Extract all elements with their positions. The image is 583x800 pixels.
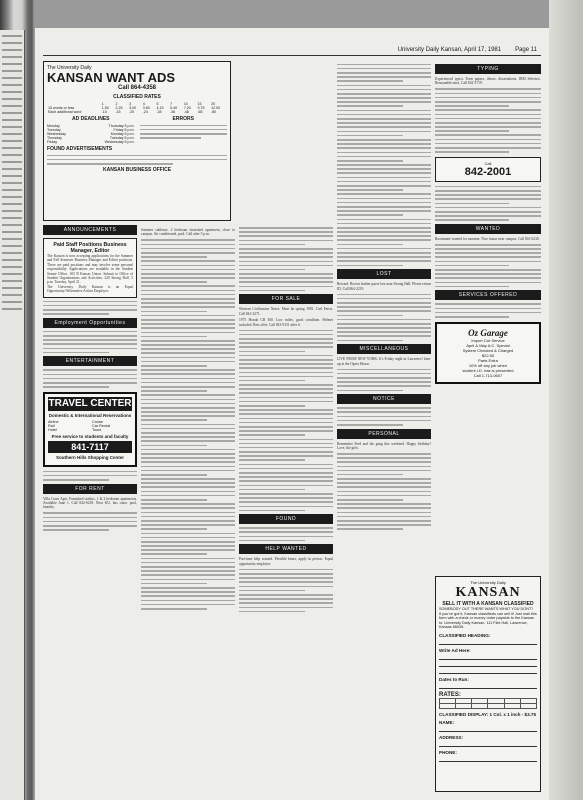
classified-heading-field[interactable] — [439, 639, 537, 645]
travel-services-list — [48, 420, 132, 432]
travel-service: Hotel — [48, 427, 57, 432]
call-ad-number: 842-2001 — [464, 165, 512, 178]
section-header-typing: TYPING — [435, 64, 541, 74]
help-ad-1: Part-time help wanted. Flexible hours, apply in person. Equal opportunity employer. — [239, 557, 333, 566]
rates-cell: .80 — [211, 110, 217, 114]
rates-cell: .20 — [129, 110, 135, 114]
section-header-found: FOUND — [239, 514, 333, 524]
deadline-day: Monday — [47, 124, 60, 128]
kansan-subhead: SOMEBODY OUT THERE WANTS WHAT YOU DON'T! — [439, 607, 534, 611]
section-header-entertainment: ENTERTAINMENT — [43, 356, 137, 366]
rent-ad-2: Summer sublease. 2 bedroom furnished apartment, close to campus. Air conditioned, pool. Call after 5 p.m. — [141, 228, 235, 237]
travel-service: Rail — [48, 423, 55, 428]
ad-deadlines — [47, 114, 135, 144]
phone-label: PHONE: — [439, 749, 457, 755]
rates-cell: 3.60 — [142, 106, 150, 110]
travel-center-logo: TRAVEL CENTER — [48, 397, 132, 409]
misc-listings — [337, 357, 431, 391]
lost-ad-1: Reward. Brown leather purse lost near Strong Hall. Please return ID. Call 864-2219. — [337, 282, 431, 291]
newspaper-page — [35, 28, 549, 800]
kansan-order-form — [435, 576, 541, 792]
deadline-time: Tuesday 5 p.m. — [109, 136, 135, 140]
garage-line: April & May A.C. Special — [466, 342, 510, 348]
help-wanted-listings — [239, 557, 333, 612]
col4-listings-top — [337, 64, 431, 267]
kansan-tag: The University Daily — [470, 580, 506, 585]
typing-listings — [435, 77, 541, 153]
dates-label: Dates to Run: — [439, 676, 469, 682]
write-ad-field[interactable] — [439, 654, 537, 660]
rates-cell: .10 — [101, 110, 107, 114]
travel-service: Cruise — [92, 419, 103, 424]
rates-cell: 1.50 — [101, 106, 109, 110]
garage-line: Import Car Service — [471, 337, 505, 343]
deadline-row — [47, 140, 135, 144]
travel-subtitle: Domestic & International Reservations — [48, 412, 132, 418]
deadlines-and-errors — [47, 114, 227, 144]
order-rates-grid — [439, 698, 537, 709]
rates-header-cell: 7 — [170, 102, 173, 106]
rates-cell: .24 — [142, 110, 148, 114]
kansan-headline: SELL IT WITH A KANSAN CLASSIFIED — [442, 601, 534, 607]
address-field[interactable] — [439, 741, 537, 747]
ad-deadlines-title: AD DEADLINES — [71, 116, 110, 122]
rates-header-cell: 20 — [211, 102, 216, 106]
rates-header-cell: 2 — [115, 102, 118, 106]
garage-line: System Checked & Charged — [462, 347, 514, 353]
garage-line: Parts Extra — [478, 357, 498, 363]
kansan-logo: KANSAN — [455, 585, 521, 600]
rates-header-cell: 10 — [183, 102, 188, 106]
personal-listings — [337, 442, 431, 530]
found-ads-title: FOUND ADVERTISEMENTS — [47, 146, 113, 152]
write-ad-field[interactable] — [439, 668, 537, 674]
sale-ad-1: Western Civilization Notes. Must be spring 1981. Carl Ferris. Call 841-2271. — [239, 307, 333, 316]
entertainment-text — [43, 369, 137, 387]
deadline-time: Friday 5 p.m. — [113, 128, 135, 132]
running-head — [35, 47, 549, 53]
staff-ad-eoe: The University Daily Kansan is an Equal Opportunity/Affirmative Action Employer. — [47, 284, 133, 294]
call-ad-label: Call — [484, 160, 492, 166]
deadline-time: Thursday 5 p.m. — [108, 124, 135, 128]
section-header-announcements: ANNOUNCEMENTS — [43, 225, 137, 235]
section-header-lost: LOST — [337, 269, 431, 279]
rates-cell: .36 — [170, 110, 176, 114]
rent-listings-col2 — [141, 228, 235, 610]
section-header-services-offered: SERVICES OFFERED — [435, 290, 541, 300]
travel-service: Tours — [92, 427, 102, 432]
rent-ad-1: Villa Court Apts. Furnished studios, 1 & 2 bedroom apartments. Available June 1. Call 842-6218. Near KU, bus route, pool, laundry. — [43, 496, 137, 510]
column-3 — [239, 61, 333, 794]
rates-cell: 2.25 — [115, 106, 123, 110]
rates-header-cell: 1 — [101, 102, 104, 106]
display-rate-label: CLASSIFIED DISPLAY: 1 Col. x 1 inch - $3.75 — [439, 711, 537, 717]
found-listings — [239, 527, 333, 541]
rates-cell: 7.20 — [183, 106, 191, 110]
travel-service: Car Rental — [92, 423, 111, 428]
adjacent-page-edge — [0, 30, 25, 800]
rates-cell: 15 words or less — [48, 106, 75, 110]
rates-cell: 9.75 — [197, 106, 205, 110]
rent-listing — [43, 497, 137, 531]
section-header-help-wanted: HELP WANTED — [239, 544, 333, 554]
travel-location: Southern Hills Shopping Center — [55, 454, 124, 460]
deadline-day: Thursday — [47, 136, 62, 140]
wanted-listings — [435, 237, 541, 287]
services-listings — [435, 303, 541, 317]
phone-field[interactable] — [439, 756, 537, 762]
header-rule — [43, 55, 541, 56]
section-header-miscellaneous: MISCELLANEOUS — [337, 344, 431, 354]
call-ad — [435, 157, 541, 182]
garage-ad — [435, 322, 541, 384]
sale-ad-2: 1975 Honda CB 360. Low miles, good condition. Helmet included. Best offer. Call 843-9151 after 6. — [239, 318, 333, 327]
sale-listings — [239, 307, 333, 511]
column-2 — [141, 228, 235, 794]
classified-rates-table — [47, 102, 227, 114]
garage-name: Oz Garage — [468, 327, 508, 338]
personal-ad-1: Remember Fred and the gang this weekend. Happy birthday! Love, the girls. — [337, 441, 431, 450]
errors-title: ERRORS — [172, 116, 194, 122]
travel-tagline: Free service to students and faculty — [51, 433, 129, 439]
name-label: NAME: — [439, 719, 455, 725]
entertainment-text-2 — [43, 471, 137, 481]
rates-cell: 5.40 — [170, 106, 178, 110]
section-header-personal: PERSONAL — [337, 429, 431, 439]
typing-ad-1: Experienced typist. Term papers, theses, dissertations. IBM Selectric. Reasonable rates. Call 842-5719. — [435, 77, 541, 86]
col3-listings-top — [239, 227, 333, 291]
staff-positions-ad — [43, 238, 137, 298]
notice-listings — [337, 407, 431, 425]
rates-cell: 4.15 — [156, 106, 164, 110]
rates-cell: .15 — [115, 110, 121, 114]
rates-header-cell: 4 — [142, 102, 145, 106]
garage-line: Call 1-713-0607 — [473, 372, 503, 378]
rates-header-cell: 15 — [197, 102, 202, 106]
deadline-day: Tuesday — [47, 128, 61, 132]
masthead-title: KANSAN WANT ADS — [47, 70, 176, 85]
want-ads-masthead — [43, 61, 231, 221]
deadline-time: Monday 5 p.m. — [110, 132, 135, 136]
travel-service: Airline — [48, 419, 59, 424]
classified-rates-title: CLASSIFIED RATES — [113, 94, 161, 100]
garage-line: student I.D. has is presented — [462, 367, 514, 373]
garage-line: 10% off any job when — [468, 362, 508, 368]
wanted-ad-1: Roommate wanted for summer. Nice house near campus. Call 841-6230. — [435, 236, 540, 241]
rates-label: RATES: — [439, 691, 461, 698]
running-head-page: Page 11 — [515, 47, 537, 53]
travel-phone: 841-7117 — [48, 441, 132, 453]
lost-listings — [337, 282, 431, 341]
staff-ad-body: The Kansan is now accepting applications for the Summer and Fall Semester Business Manager and Editor positions. These are paid positions and may involve some personal responsibility. Applications are available in the Student Senate Office, 105 B Kansas Union. Submit to Office of Student Organizations and Activities, 220 Strong Hall, 5 p.m. Tuesday, April 21. — [47, 254, 133, 285]
deadline-day: Friday — [47, 140, 57, 144]
misc-ad-1: LIVE FROM NEW YORK: It's Friday night in Lawrence! Jam-up at the Opera House. — [337, 357, 431, 366]
masthead-small: The University Daily — [47, 65, 92, 71]
rates-cell: 3.00 — [129, 106, 137, 110]
name-field[interactable] — [439, 726, 537, 732]
section-header-notice: NOTICE — [337, 394, 431, 404]
write-ad-label: Write Ad Here: — [439, 647, 471, 653]
section-header-for-rent: FOR RENT — [43, 484, 137, 494]
rates-cell: .28 — [156, 110, 162, 114]
classified-heading-label: CLASSIFIED HEADING: — [439, 632, 491, 638]
section-header-for-sale: FOR SALE — [239, 294, 333, 304]
announcement-text — [43, 301, 137, 315]
address-label: ADDRESS: — [439, 734, 463, 740]
scanner-background — [549, 0, 583, 800]
deadline-day: Wednesday — [47, 132, 66, 136]
rates-cell: .48 — [183, 110, 189, 114]
typing-listings-2 — [435, 186, 541, 221]
rates-header-cell: 3 — [129, 102, 132, 106]
section-header-employment: Employment Opportunities — [43, 318, 137, 328]
rates-cell: Each additional word — [48, 110, 82, 114]
rates-header-cell: 5 — [156, 102, 159, 106]
deadline-time: Wednesday 5 p.m. — [104, 140, 135, 144]
rates-cell: .65 — [197, 110, 203, 114]
masthead-phone: Call 864-4358 — [117, 85, 157, 91]
errors-section — [140, 114, 228, 144]
travel-center-ad — [43, 392, 137, 467]
rates-cell: 12.00 — [211, 106, 221, 110]
section-header-wanted: WANTED — [435, 224, 541, 234]
kansan-body: If you've got it, Kansan classifieds can sell it! Just mail this form with a check or money order payable to the Kansan to: University Daily Kansan, 111 Flint Hall, Lawrence, Kansas 66045. — [439, 611, 537, 630]
business-office: KANSAN BUSINESS OFFICE — [102, 167, 172, 174]
employment-text — [43, 331, 137, 354]
dates-field[interactable] — [439, 683, 537, 689]
staff-ad-title: Paid Staff Positions Business Manager, Editor — [53, 242, 127, 254]
column-4 — [337, 61, 431, 794]
write-ad-field[interactable] — [439, 661, 537, 667]
garage-line: $22.50 — [481, 352, 495, 358]
running-head-paper: University Daily Kansan, April 17, 1981 — [397, 47, 502, 53]
